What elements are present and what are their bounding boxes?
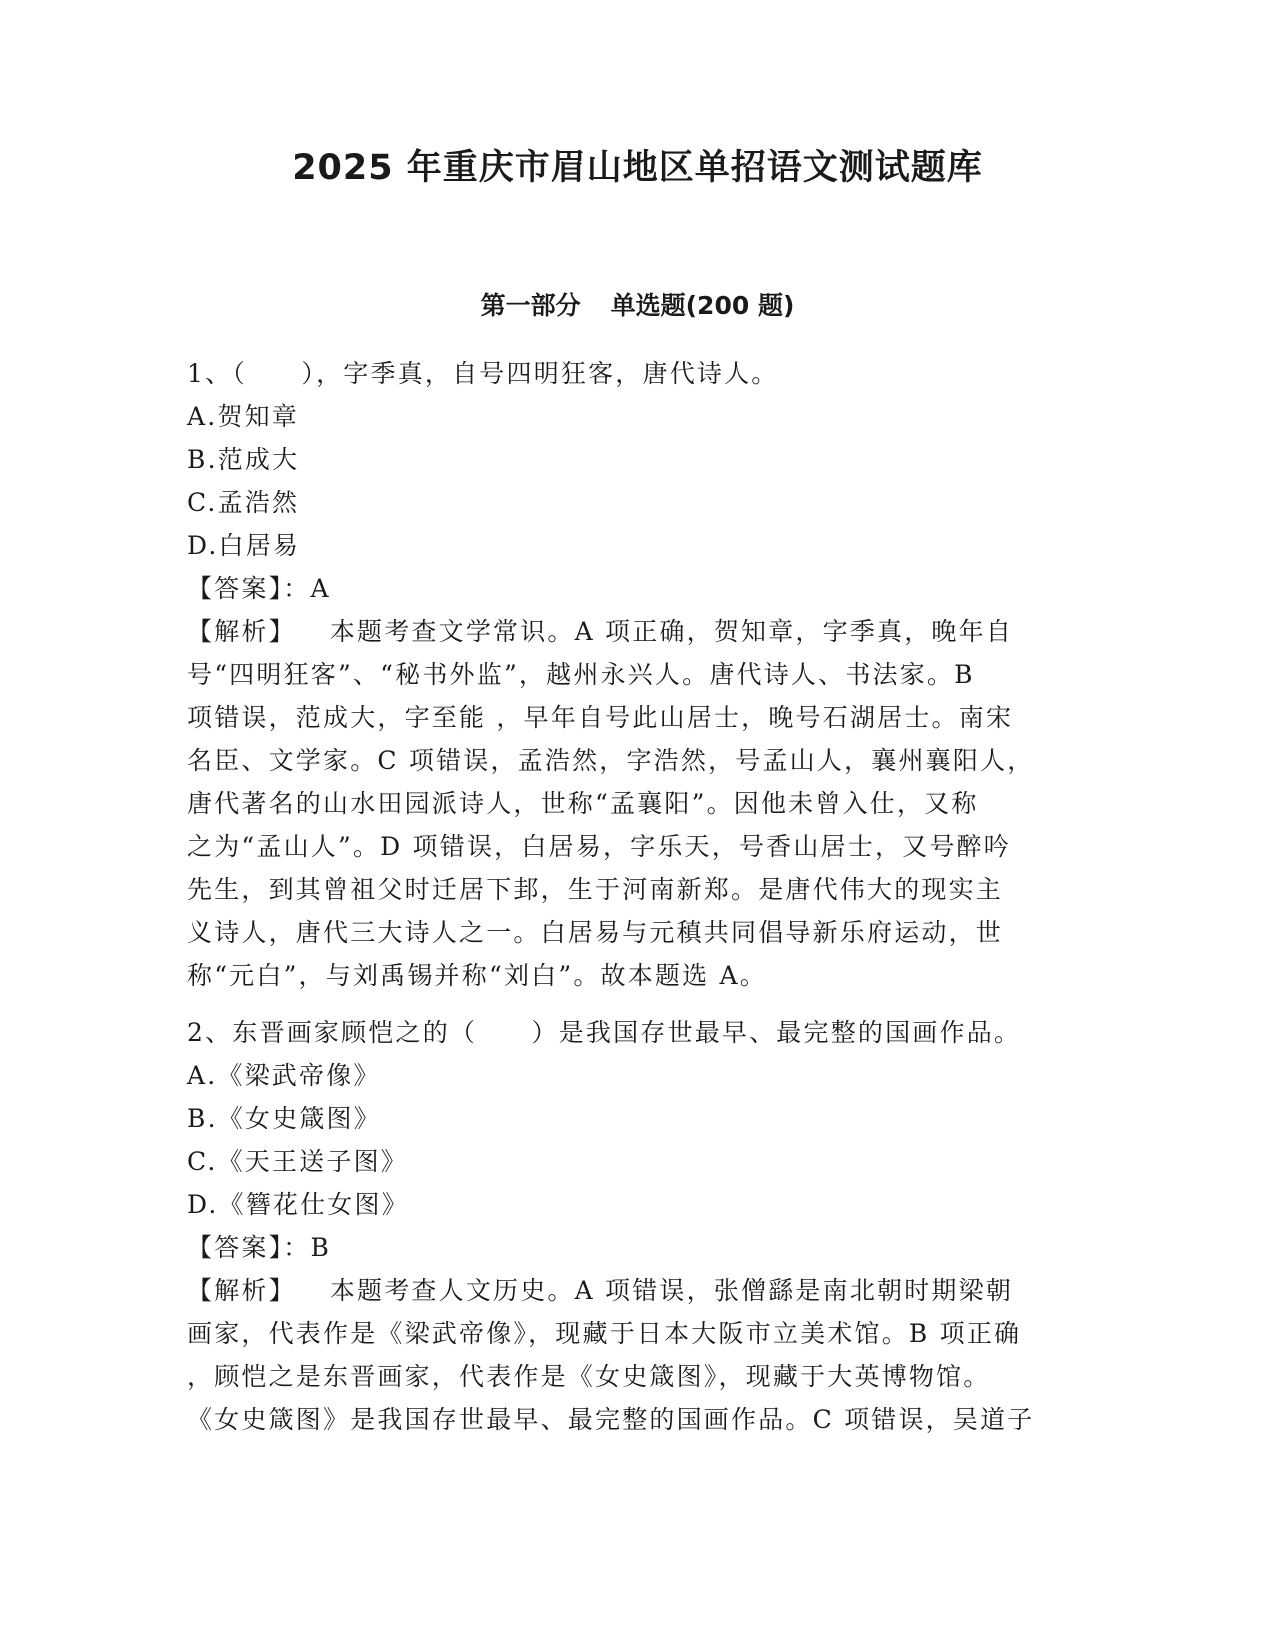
option-b: B.范成大 xyxy=(187,445,300,474)
answer: 【答案】：B xyxy=(187,1233,332,1262)
explanation-line: 先生，到其曾祖父时迁居下邽，生于河南新郑。是唐代伟大的现实主 xyxy=(187,875,1004,904)
explanation-line: 《女史箴图》是我国存世最早、最完整的国画作品。C 项错误，吴道子 xyxy=(187,1405,1035,1434)
option-a: A.《梁武帝像》 xyxy=(187,1061,381,1090)
explanation-label: 【解析】 xyxy=(187,1276,296,1305)
explanation-line: 项错误，范成大，字至能 ，早年自号此山居士，晚号石湖居士。南宋 xyxy=(187,703,1014,732)
explanation-line: 唐代著名的山水田园派诗人，世称“孟襄阳”。因他未曾入仕，又称 xyxy=(187,789,979,818)
question-stem: 1、（ ），字季真，自号四明狂客，唐代诗人。 xyxy=(187,359,779,388)
explanation-line: 【解析】 本题考查人文历史。A 项错误，张僧繇是南北朝时期梁朝 xyxy=(187,1276,1014,1305)
option-c: C.《天王送子图》 xyxy=(187,1147,408,1176)
section-name: 单选题(200 题) xyxy=(610,291,795,320)
option-d: D.《簪花仕女图》 xyxy=(187,1190,409,1219)
explanation-line: 号“四明狂客”、“秘书外监”，越州永兴人。唐代诗人、书法家。B xyxy=(187,660,975,689)
explanation-line: 画家，代表作是《梁武帝像》，现藏于日本大阪市立美术馆。B 项正确 xyxy=(187,1319,1022,1348)
question-stem: 2、东晋画家顾恺之的（ ）是我国存世最早、最完整的国画作品。 xyxy=(187,1018,1022,1047)
option-d: D.白居易 xyxy=(187,531,301,560)
question-1 xyxy=(187,352,1077,997)
explanation-line: ，顾恺之是东晋画家，代表作是《女史箴图》，现藏于大英博物馆。 xyxy=(187,1362,991,1391)
section-part: 第一部分 xyxy=(480,291,581,320)
section-heading xyxy=(0,290,1275,322)
answer: 【答案】：A xyxy=(187,574,331,603)
document-title: 2025 年重庆市眉山地区单招语文测试题库 xyxy=(292,148,983,188)
explanation-label: 【解析】 xyxy=(187,617,296,646)
explanation-line: 名臣、文学家。C 项错误，孟浩然，字浩然，号孟山人，襄州襄阳人， xyxy=(187,746,1035,775)
option-c: C.孟浩然 xyxy=(187,488,300,517)
explanation-line: 【解析】 本题考查文学常识。A 项正确，贺知章，字季真，晚年自 xyxy=(187,617,1014,646)
question-list xyxy=(187,352,1077,1455)
explanation-line: 义诗人，唐代三大诗人之一。白居易与元稹共同倡导新乐府运动，世 xyxy=(187,918,1004,947)
question-2 xyxy=(187,1011,1077,1441)
explanation xyxy=(187,1269,1077,1441)
explanation-line: 称“元白”，与刘禹锡并称“刘白”。故本题选 A。 xyxy=(187,961,767,990)
option-a: A.贺知章 xyxy=(187,402,300,431)
option-b: B.《女史箴图》 xyxy=(187,1104,381,1133)
explanation-line: 之为“孟山人”。D 项错误，白居易，字乐天，号香山居士，又号醉吟 xyxy=(187,832,1011,861)
explanation xyxy=(187,610,1077,997)
